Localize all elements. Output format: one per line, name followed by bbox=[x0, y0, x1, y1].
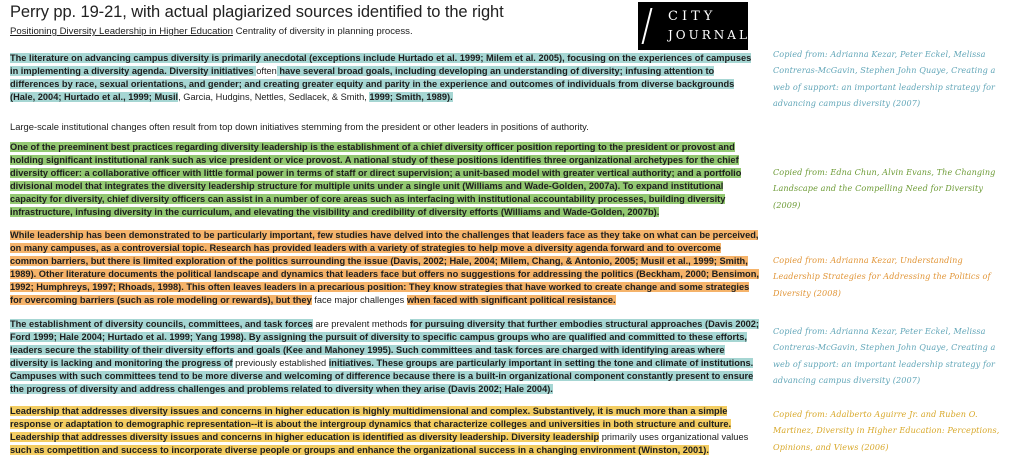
source-note-2: Copied from: Edna Chun, Alvin Evans, The Changing Landscape and the Compelling Need for Diversity (2009) bbox=[773, 167, 996, 210]
section-subtitle-rest: Centrality of diversity in planning process. bbox=[232, 26, 413, 37]
highlight-1a: The literature on advancing campus diversity is primarily anecdotal (exceptions include Hurtado et al. 1999; Milem et al. 2005), focusing on the experiences of campuses in implementing a diversity agenda. Diversity initiatives bbox=[10, 53, 752, 77]
highlight-1e: 1999; Smith, 1989). bbox=[369, 92, 453, 103]
paragraph-3 bbox=[10, 229, 762, 308]
logo-line2: JOURNAL bbox=[668, 28, 750, 42]
paragraph-2 bbox=[10, 141, 762, 220]
logo-slash-icon bbox=[642, 8, 653, 44]
source-note-3: Copied from: Adrianna Kezar, Understanding Leadership Strategies for Addressing the Politics of Diversity (2008) bbox=[773, 255, 991, 298]
highlight-3a: While leadership has been demonstrated to be particularly important, few studies have delved into the challenges that leaders face as they take on what can be perceived, on many campuses, as a controversial topic. Research has provided leaders with a variety of strategies to help move a diversity agenda forward and to overcome common barriers, but there is limited exploration of the politics surrounding the issue (Davis, 2002; Hale, 2004; Milem, Chang, & Antonio, 2005; Musil et al., 1999; Smith, 1989). Other literature documents the political landscape and dynamics that leaders face but offers no suggestions for addressing the politics (Beckham, 2000; Bensimon, 1992; Humphreys, 1997; Rhoads, 1998). This often leaves leaders in a precarious position: They know strategies that have worked to create change and some strategies for overcoming barriers (such as role modeling or rewards), but they bbox=[10, 230, 759, 306]
plain-4d: previously established bbox=[232, 358, 329, 369]
paragraph-4 bbox=[10, 318, 762, 397]
plain-1d: , Garcia, Hudgins, Nettles, Sedlacek, & Smith, bbox=[178, 92, 370, 103]
page-title: Perry pp. 19-21, with actual plagiarized sources identified to the right bbox=[10, 3, 504, 21]
section-link[interactable]: Positioning Diversity Leadership in Higher Education bbox=[10, 26, 233, 37]
source-note-4: Copied from: Adrianna Kezar, Peter Eckel, Melissa Contreras-McGavin, Stephen John Quaye, Creating a web of support: an important leadership strategy for advancing campus diversity (2007) bbox=[773, 326, 996, 386]
plain-3b: face major challenges bbox=[311, 295, 407, 306]
section-subtitle bbox=[10, 26, 413, 37]
highlight-3c: when faced with significant political resistance. bbox=[406, 295, 616, 306]
highlight-4a: The establishment of diversity councils, committees, and task forces bbox=[10, 319, 313, 329]
highlight-4e: initiatives. These groups are particularly important in setting the tone and climate of institutions. Campuses with such committees tend to be more diverse and welcoming of difference because there is a built-in organizational component constantly present to ensure the progress of diversity and address challenges and problems related to diversity when they arise (Davis 2002; Hale 2004). bbox=[10, 358, 754, 395]
highlight-5a: Leadership that addresses diversity issues and concerns in higher education is highly multidimensional and complex. Substantively, it is much more than a simple response or adaptation to demographic representation--it is about the intergroup dynamics that characterize colleges and universities in both structure and culture. Leadership that addresses diversity issues and concerns in higher education is identified as diversity leadership. Diversity leadership bbox=[10, 406, 732, 443]
plain-5b: primarily uses organizational values bbox=[599, 432, 749, 443]
plain-sentence: Large-scale institutional changes often result from top down initiatives stemming from the president or other leaders in positions of authority. bbox=[10, 121, 589, 132]
highlight-4c: for pursuing diversity that further embodies structural approaches (Davis 2002; Ford 1999; Hale 2004; Hurtado et al. 1999; Yang 1998). By assigning the pursuit of diversity to specific campus groups who are qualified and committed to these efforts, leaders secure the stability of their diversity efforts and goals (Kee and Mahoney 1995). Such committees and task forces are charged with identifying areas where diversity is lacking and monitoring the progress of bbox=[10, 319, 759, 369]
source-note-1: Copied from: Adrianna Kezar, Peter Eckel, Melissa Contreras-McGavin, Stephen John Quaye, Creating a web of support: an important leadership strategy for advancing campus diversity (2007) bbox=[773, 49, 996, 109]
plain-4b: are prevalent methods bbox=[312, 319, 410, 329]
highlight-2: One of the preeminent best practices regarding diversity leadership is the establishment of a chief diversity officer position reporting to the president or provost and holding significant institutional rank such as vice president or vice provost. A national study of these positions identifies three organizational archetypes for the chief diversity officer: a collaborative officer with little formal power in terms of staff or direct supervision; a unit-based model with greater vertical authority; and a portfolio divisional model that integrates the diversity leadership structure for multiple units under a single unit (Williams and Wade-Golden, 2007a). To expand institutional capacity for diversity, chief diversity officers can assist in a number of core areas such as interfacing with institutional accountability processes, building diversity infrastructure, infusing diversity in the curriculum, and elevating the visibility and credibility of diversity efforts (Williams and Wade-Golden, 2007b). bbox=[10, 142, 742, 218]
highlight-1c: have several broad goals, including developing an understanding of diversity; infusing attention to differences by race, sexual orientations, and gender; and creating greater equity and parity in the experience and outcomes of individuals from diverse backgrounds (Hale, 2004; Hurtado et al., 1999; Musil bbox=[10, 66, 735, 103]
paragraph-5 bbox=[10, 405, 762, 457]
plain-1b: often bbox=[256, 66, 277, 77]
source-note-5: Copied from: Adalberto Aguirre Jr. and Ruben O. Martinez, Diversity in Higher Education: Perceptions, Opinions, and Views (2006) bbox=[773, 409, 1000, 452]
paragraph-1 bbox=[10, 52, 762, 104]
logo-line1: CITY bbox=[668, 9, 717, 24]
city-journal-logo bbox=[638, 2, 748, 50]
highlight-5c: such as competition and success to incorporate diverse people or groups and enhance the organizational success in a changing environment (Winston, 2001). bbox=[10, 445, 709, 456]
